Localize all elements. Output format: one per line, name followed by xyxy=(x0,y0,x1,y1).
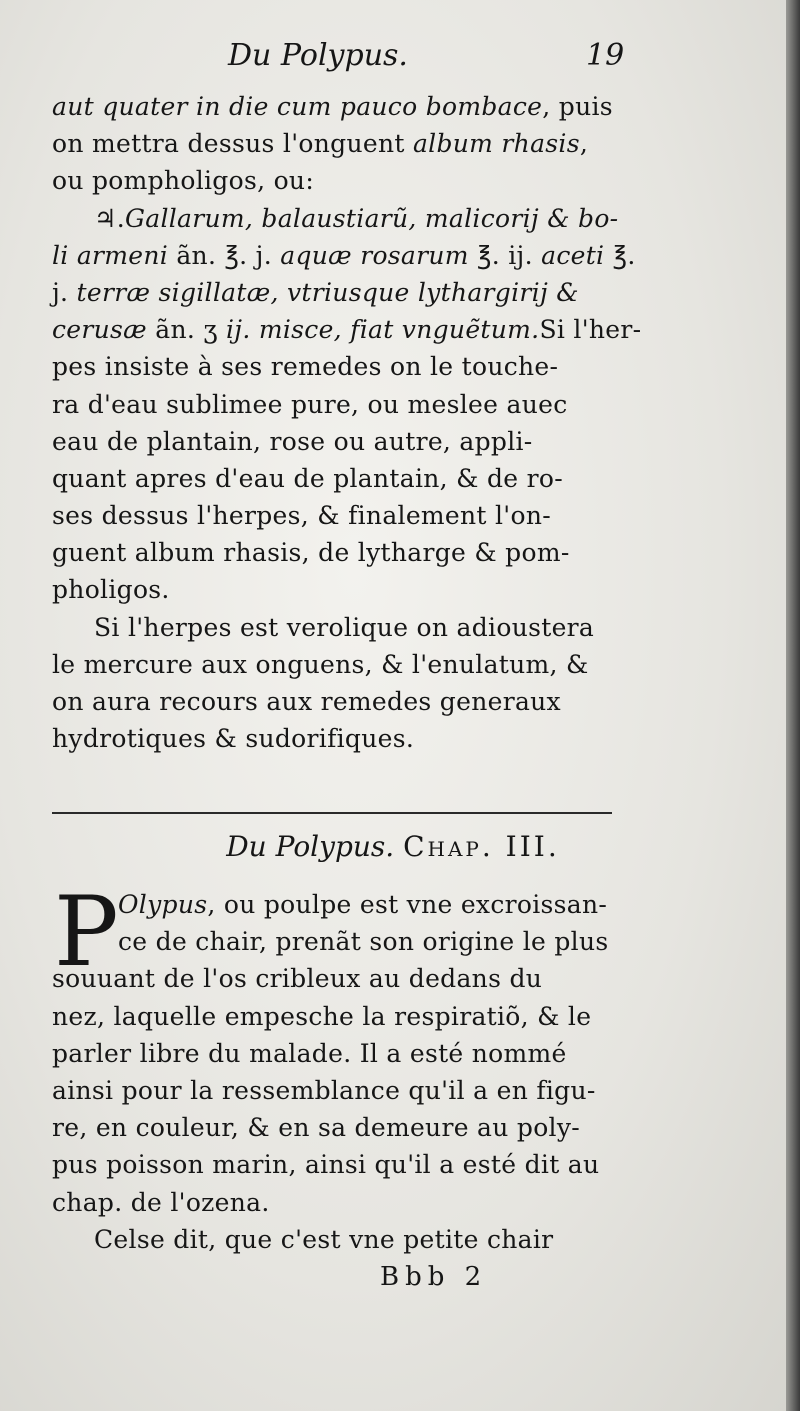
italic-text: aut quater in die cum pauco bombace xyxy=(52,92,543,121)
text-line xyxy=(52,1146,637,1183)
text-line xyxy=(52,1072,637,1109)
text-line xyxy=(52,348,637,385)
text-line xyxy=(52,311,642,348)
page-edge xyxy=(786,0,800,1411)
text-line xyxy=(52,1221,637,1258)
italic-text: cerusæ xyxy=(52,315,156,345)
italic-text: ij. misce, fiat vnguẽtum. xyxy=(226,315,540,345)
text-line xyxy=(52,998,637,1035)
roman-text: pus poisson marin, ainsi qu'il a esté dit au xyxy=(52,1150,600,1180)
text-line xyxy=(52,460,637,497)
roman-text: souuant de l'os cribleux au dedans du xyxy=(52,964,543,994)
roman-text: eau de plantain, rose ou autre, appli- xyxy=(52,426,533,456)
roman-text: , puis xyxy=(542,92,613,121)
italic-text: aquæ rosarum xyxy=(280,240,478,270)
italic-text: li armeni xyxy=(52,240,177,270)
roman-text: Celse dit, que c'est vne petite chair xyxy=(94,1224,554,1254)
roman-text: , xyxy=(579,129,589,159)
roman-text: ℥. xyxy=(612,240,636,270)
text-line xyxy=(52,886,637,923)
italic-text: album rhasis xyxy=(412,129,580,159)
text-block-herpes xyxy=(52,88,642,757)
text-line xyxy=(52,960,637,997)
italic-text: terræ sigillatæ, vtriusque lythargirij & xyxy=(76,277,579,307)
text-block-polypus xyxy=(52,876,637,1258)
roman-text: chap. de l'ozena. xyxy=(52,1187,270,1217)
roman-text: , ou poulpe est vne excroissan- xyxy=(207,890,608,919)
italic-text: Gallarum, balaustiarũ, malicorij & bo- xyxy=(124,203,619,233)
chapter-heading xyxy=(0,830,786,874)
text-line xyxy=(52,1109,637,1146)
roman-text: ses dessus l'herpes, & finalement l'on- xyxy=(52,501,551,531)
drop-cap: P xyxy=(54,876,119,988)
text-line xyxy=(52,386,637,423)
text-line xyxy=(52,1184,637,1221)
roman-text: on aura recours aux remedes generaux xyxy=(52,687,561,716)
roman-text: ♃. xyxy=(94,203,125,233)
text-line xyxy=(52,125,637,162)
roman-text: on mettra dessus l'onguent xyxy=(52,129,413,159)
roman-text: ainsi pour la ressemblance qu'il a en figu- xyxy=(52,1075,596,1105)
roman-text: ℥. ij. xyxy=(477,240,542,270)
text-line xyxy=(52,571,637,608)
italic-text: aceti xyxy=(541,240,613,270)
roman-text: j. xyxy=(52,277,77,307)
roman-text: parler libre du malade. Il a esté nommé xyxy=(52,1038,567,1068)
text-line xyxy=(52,1035,637,1072)
chapter-title: Du Polypus. xyxy=(226,830,395,863)
roman-text: re, en couleur, & en sa demeure au poly- xyxy=(52,1113,581,1143)
roman-text: ãn. ℥. j. xyxy=(176,240,281,270)
roman-text: Si l'herpes est verolique on adioustera xyxy=(94,612,595,642)
roman-text: quant apres d'eau de plantain, & de ro- xyxy=(52,463,563,493)
roman-text: pholigos. xyxy=(52,575,170,605)
text-line xyxy=(52,534,637,571)
roman-text: ou pompholigos, ou: xyxy=(52,166,315,196)
running-head xyxy=(0,30,786,80)
roman-text: guent album rhasis, de lytharge & pom- xyxy=(52,538,570,568)
chapter-label: Chap. III. xyxy=(403,830,560,863)
roman-text: ce de chair, prenãt son origine le plus xyxy=(118,927,609,957)
signature-mark: Bbb 2 xyxy=(380,1262,488,1292)
text-line xyxy=(52,609,637,646)
roman-text: ra d'eau sublimee pure, ou meslee auec xyxy=(52,389,568,419)
text-line xyxy=(52,88,637,125)
text-line xyxy=(52,423,637,460)
roman-text: hydrotiques & sudorifiques. xyxy=(52,724,415,754)
running-head-title: Du Polypus. xyxy=(228,38,408,73)
text-line xyxy=(52,720,637,757)
page-number: 19 xyxy=(586,38,625,73)
text-line xyxy=(52,497,637,534)
text-line xyxy=(52,237,637,274)
text-line xyxy=(52,646,637,683)
roman-text: nez, laquelle empesche la respiratiõ, & le xyxy=(52,1001,592,1031)
roman-text: ãn. ʒ xyxy=(155,315,226,345)
text-line xyxy=(52,274,637,311)
text-line xyxy=(52,683,637,720)
text-line xyxy=(52,923,637,960)
text-line xyxy=(52,162,637,199)
text-line xyxy=(52,200,637,237)
roman-text: Si l'her- xyxy=(539,315,642,345)
roman-text: pes insiste à ses remedes on le touche- xyxy=(52,352,559,382)
roman-text: le mercure aux onguens, & l'enulatum, & xyxy=(52,649,589,679)
section-divider xyxy=(52,812,612,814)
italic-text: Olypus xyxy=(118,890,208,919)
